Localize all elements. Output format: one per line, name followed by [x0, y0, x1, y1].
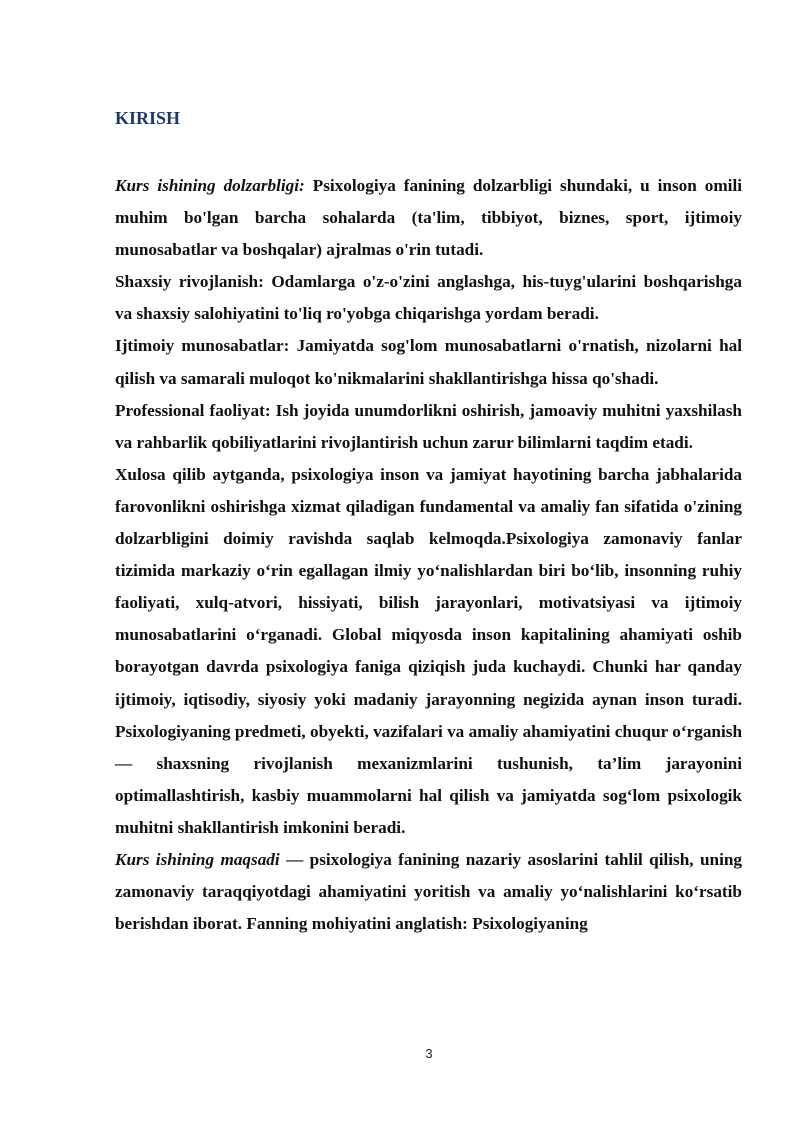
- paragraph-relevance: [115, 170, 742, 266]
- paragraph-lead: Kurs ishining dolzarbligi:: [115, 176, 305, 195]
- paragraph-text: Xulosa qilib aytganda, psixologiya inson va jamiyat hayotining barcha jabhalarida farovonlikni oshirishga xizmat qiladigan fundamental va amaliy fan sifatida o'zining dolzarbligini doimiy ravishda saqlab kelmoqda.Psixologiya zamonaviy fanlar tizimida markaziy o‘rin egallagan ilmiy yo‘nalishlardan biri bo‘lib, insonning ruhiy faoliyati, xulq-atvori, hissiyati, bilish jarayonlari, motivatsiyasi va ijtimoiy munosabatlarini o‘rganadi. Global miqyosda inson kapitalining ahamiyati oshib borayotgan davrda psixologiya faniga qiziqish juda kuchaydi. Chunki har qanday ijtimoiy, iqtisodiy, siyosiy yoki madaniy jarayonning negizida aynan inson turadi. Psixologiyaning predmeti, obyekti, vazifalari va amaliy ahamiyatini chuqur o‘rganish — shaxsning rivojlanish mexanizmlarini tushunish, ta’lim jarayonini optimallashtirish, kasbiy muammolarni hal qilish va jamiyatda sog‘lom psixologik muhitni shakllantirish imkonini beradi.: [115, 464, 742, 837]
- paragraph-conclusion: [115, 459, 742, 844]
- paragraph-text: Psixologiya fanining dolzarbligi shundaki, u inson omili muhim bo'lgan barcha sohalarda (ta'lim, tibbiyot, biznes, sport, ijtimoiy munosabatlar va boshqalar) ajralmas o'rin tutadi.: [115, 176, 743, 260]
- paragraph-text: Shaxsiy rivojlanish: Odamlarga o'z-o'zini anglashga, his-tuyg'ularini boshqarishga va shaxsiy salohiyatini to'liq ro'yobga chiqarishga yordam beradi.: [115, 272, 742, 324]
- paragraph-text: — psixologiya fanining nazariy asoslarini tahlil qilish, uning zamonaviy taraqqiyotdagi ahamiyatini yoritish va amaliy yo‘nalishlarini ko‘rsatib berishdan iborat. Fanning mohiyatini anglatish: Psixologiyaning: [115, 849, 742, 934]
- paragraph-text: Professional faoliyat: Ish joyida unumdorlikni oshirish, jamoaviy muhitni yaxshilash va rahbarlik qobiliyatlarini rivojlantirish uchun zarur bilimlarni taqdim etadi.: [115, 400, 742, 452]
- paragraph-text: Ijtimoiy munosabatlar: Jamiyatda sog'lom munosabatlarni o'rnatish, nizolarni hal qilish va samarali muloqot ko'nikmalarini shakllantirishga hissa qo'shadi.: [115, 336, 742, 388]
- paragraph-aim: [115, 844, 742, 940]
- paragraph-lead: Kurs ishining maqsadi: [115, 849, 280, 869]
- page-number: 3: [425, 1046, 433, 1061]
- paragraph-personal-development: [115, 266, 742, 330]
- paragraph-professional-activity: [115, 395, 742, 459]
- section-heading: KIRISH: [115, 108, 181, 128]
- body-text: [115, 170, 742, 940]
- paragraph-social-relations: [115, 330, 742, 394]
